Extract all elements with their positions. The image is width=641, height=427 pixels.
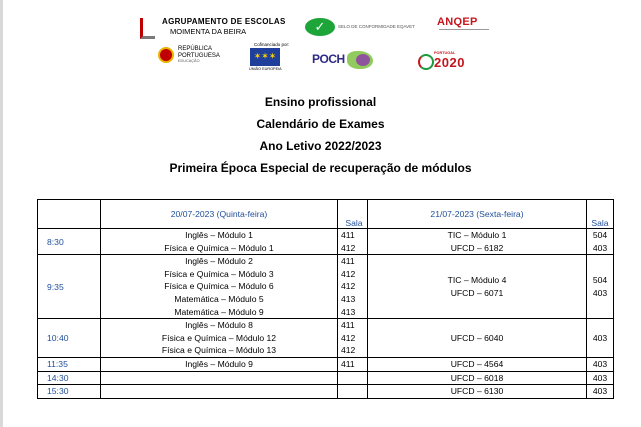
day2-exam-line: UFCD – 6130 <box>450 386 504 397</box>
day1-room <box>338 371 368 385</box>
day1-exam-line: Física e Química – Módulo 6 <box>164 281 274 292</box>
day1-room <box>338 255 368 319</box>
day2-room <box>587 319 614 358</box>
time-cell: 15:30 <box>38 385 101 399</box>
day1-room-line: 412 <box>341 281 356 292</box>
day2-room <box>587 357 614 371</box>
title-line-1: Ensino profissional <box>264 95 377 109</box>
time-cell: 14:30 <box>38 371 101 385</box>
eqavet-logo <box>305 18 415 38</box>
day1-room-line: 413 <box>341 306 356 317</box>
day1-exam-line: Física e Química – Módulo 3 <box>164 268 274 279</box>
day1-exam-line: Física e Química – Módulo 13 <box>161 345 277 356</box>
day2-exam <box>368 371 587 385</box>
page-edge <box>0 0 3 427</box>
day1-room-line: 411 <box>341 358 355 369</box>
agrupamento-logo <box>140 16 290 40</box>
eqavet-text: SELO DE CONFORMIDADE EQAVET <box>338 24 415 29</box>
republica-emblem-icon <box>158 47 174 63</box>
day1-room <box>338 229 368 255</box>
day2-room-line: 403 <box>592 386 608 397</box>
cofinanciado-text: Cofinanciado por: <box>254 42 290 47</box>
org-name-line2: MOIMENTA DA BEIRA <box>170 27 247 36</box>
day1-room <box>338 319 368 358</box>
eu-flag-icon: ✶✶✶ <box>250 48 280 66</box>
day2-room-line: 403 <box>592 242 608 253</box>
title-line-3: Ano Letivo 2022/2023 <box>259 139 382 153</box>
republica-logo <box>158 44 238 68</box>
ue-text: UNIÃO EUROPEIA <box>249 67 282 71</box>
anqep-text: ANQEP <box>437 16 478 28</box>
day2-exam-line: TIC – Módulo 4 <box>447 275 507 286</box>
day2-exam <box>368 385 587 399</box>
day2-exam <box>368 255 587 319</box>
day2-room-line: 504 <box>592 275 608 286</box>
org-name-line1: AGRUPAMENTO DE ESCOLAS <box>162 17 286 26</box>
anqep-underline <box>439 29 489 34</box>
day2-room <box>587 229 614 255</box>
eu-logo <box>248 42 308 72</box>
header-day2: 21/07-2023 (Sexta-feira) <box>368 200 587 229</box>
day1-room-line: 411 <box>341 230 355 240</box>
day1-room <box>338 385 368 399</box>
day1-exam-line: Inglês – Módulo 9 <box>185 358 253 369</box>
day1-exam-line: Inglês – Módulo 8 <box>185 320 253 331</box>
header-day1: 20/07-2023 (Quinta-feira) <box>101 200 338 229</box>
day2-exam-line: TIC – Módulo 1 <box>447 230 507 240</box>
day1-room-line: 412 <box>341 345 356 356</box>
day1-room <box>338 357 368 371</box>
portugal2020-logo <box>418 50 488 72</box>
day2-room <box>587 385 614 399</box>
day1-exam <box>101 357 338 371</box>
poch-logo <box>312 50 378 72</box>
day1-exam-line: Física e Química – Módulo 1 <box>164 242 274 253</box>
day2-room-line: 403 <box>592 332 608 343</box>
header-time-cell <box>38 200 101 229</box>
agrupamento-logo-icon <box>140 18 155 39</box>
eqavet-check-icon: ✓ <box>305 18 335 36</box>
day1-room-line: 412 <box>341 268 356 279</box>
day2-exam-line: UFCD – 6071 <box>450 287 504 298</box>
day1-exam-line: Matemática – Módulo 5 <box>174 293 264 304</box>
header-day2-sala: Sala <box>587 200 614 229</box>
day1-exam <box>101 319 338 358</box>
portugal-year: 2020 <box>434 55 465 70</box>
table-row <box>38 385 614 399</box>
day2-room-line: 403 <box>592 358 608 369</box>
table-row <box>38 357 614 371</box>
day1-exam-line: Inglês – Módulo 1 <box>185 230 253 240</box>
day2-room-line: 403 <box>592 372 608 383</box>
republica-text: REPÚBLICA PORTUGUESA <box>178 46 220 59</box>
table-row <box>38 255 614 319</box>
day1-exam <box>101 255 338 319</box>
day1-exam-line: Física e Química – Módulo 12 <box>161 332 277 343</box>
anqep-logo <box>437 16 497 40</box>
day1-exam-line: Inglês – Módulo 2 <box>185 256 253 267</box>
day1-room-line: 412 <box>341 242 356 253</box>
poch-text: POCH <box>312 52 345 66</box>
exam-schedule-table <box>37 199 614 399</box>
table-row <box>38 371 614 385</box>
time-cell: 11:35 <box>38 357 101 371</box>
time-cell: 9:35 <box>38 255 101 319</box>
day1-room-line: 412 <box>341 332 356 343</box>
day2-exam-line: UFCD – 4564 <box>450 358 504 369</box>
day2-exam <box>368 229 587 255</box>
day2-exam-line: UFCD – 6182 <box>450 242 504 253</box>
day1-exam-line: Matemática – Módulo 9 <box>174 306 264 317</box>
day2-exam <box>368 319 587 358</box>
day2-room-line: 403 <box>592 287 608 298</box>
day2-room <box>587 371 614 385</box>
day1-room-line: 411 <box>341 320 355 331</box>
table-header-row <box>38 200 614 229</box>
header-logos <box>140 14 500 74</box>
republica-sub: EDUCAÇÃO <box>178 59 200 63</box>
day2-exam-line: UFCD – 6040 <box>450 332 504 343</box>
day2-exam-line: UFCD – 6018 <box>450 372 504 383</box>
day1-exam <box>101 371 338 385</box>
header-day1-sala: Sala <box>338 200 368 229</box>
day2-room-line: 504 <box>592 230 608 240</box>
day1-exam <box>101 385 338 399</box>
title-line-4: Primeira Época Especial de recuperação de módulos <box>169 161 472 175</box>
portugal-label: PORTUGAL <box>434 51 456 55</box>
time-cell: 8:30 <box>38 229 101 255</box>
day2-room <box>587 255 614 319</box>
table-row <box>38 229 614 255</box>
day1-room-line: 411 <box>341 256 355 267</box>
portugal2020-logo-icon <box>418 54 434 70</box>
document-titles <box>0 95 641 183</box>
day1-exam <box>101 229 338 255</box>
title-line-2: Calendário de Exames <box>256 117 385 131</box>
day1-room-line: 413 <box>341 293 356 304</box>
day2-exam <box>368 357 587 371</box>
table-row <box>38 319 614 358</box>
time-cell: 10:40 <box>38 319 101 358</box>
